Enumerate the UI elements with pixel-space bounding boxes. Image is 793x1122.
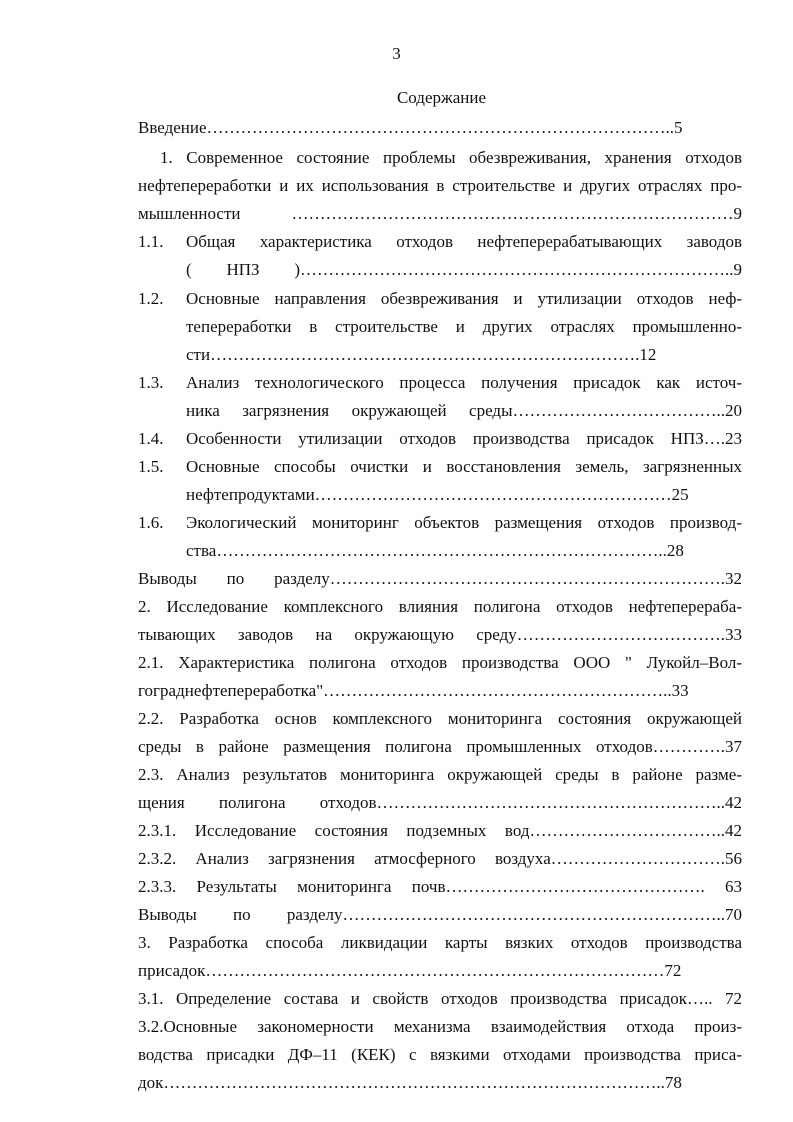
toc-entry-3-2-line-1: 3.2.Основные закономерности механизма взаимодействия отхода произ- [138, 1017, 742, 1036]
toc-entry-1-2-line-3: сти………………………………………………………………….12 [186, 345, 657, 364]
toc-entry-2-1-line-2: гограднефтепереработка"……………………………………………………..33 [138, 681, 689, 700]
toc-entry-1-5-line-1: Основные способы очистки и восстановления земель, загрязненных [186, 457, 742, 476]
toc-entry-2-2-line-1: 2.2. Разработка основ комплексного мониторинга состояния окружающей [138, 709, 742, 728]
toc-number-1-5: 1.5. [138, 457, 164, 476]
toc-entry-1-2-line-2: тепереработки в строительстве и других отраслях промышленно- [186, 317, 742, 336]
toc-entry-chapter-1-line-3: мышленности ……………………………………………………………………9 [138, 204, 742, 223]
toc-entry-2-3-1: 2.3.1. Исследование состояния подземных вод……………………………..42 [138, 821, 742, 840]
toc-entry-1-1-line-2: ( НПЗ )…………………………………………………………………..9 [186, 260, 742, 279]
toc-entry-chapter-2-line-1: 2. Исследование комплексного влияния полигона отходов нефтеперераба- [138, 597, 742, 616]
toc-entry-3-2-line-3: док……………………………………………………………………………..78 [138, 1073, 682, 1092]
toc-entry-conclusions-1: Выводы по разделу…………………………………………………………….32 [138, 569, 742, 588]
toc-entry-conclusions-2: Выводы по разделу…………………………………………………………..70 [138, 905, 742, 924]
toc-number-1-2: 1.2. [138, 289, 164, 308]
toc-entry-3-2-line-2: водства присадки ДФ–11 (КЕК) с вязкими отходами производства приса- [138, 1045, 742, 1064]
toc-entry-chapter-1-line-1: 1. Современное состояние проблемы обезвреживания, хранения отходов [160, 148, 742, 167]
toc-entry-1-5-line-2: нефтепродуктами………………………………………………………25 [186, 485, 689, 504]
toc-entry-3-1: 3.1. Определение состава и свойств отходов производства присадок….. 72 [138, 989, 742, 1008]
toc-entry-intro: Введение………………………………………………………………………..5 [138, 118, 683, 137]
toc-number-1-1: 1.1. [138, 232, 164, 251]
toc-entry-1-3-line-2: ника загрязнения окружающей среды………………………………..20 [186, 401, 742, 420]
toc-entry-1-2-line-1: Основные направления обезвреживания и утилизации отходов неф- [186, 289, 742, 308]
toc-entry-2-3-2: 2.3.2. Анализ загрязнения атмосферного воздуха………………………….56 [138, 849, 742, 868]
page-number: 3 [392, 44, 401, 63]
toc-entry-chapter-3-line-1: 3. Разработка способа ликвидации карты вязких отходов производства [138, 933, 742, 952]
toc-number-1-3: 1.3. [138, 373, 164, 392]
toc-entry-chapter-3-line-2: присадок………………………………………………………………………72 [138, 961, 682, 980]
toc-entry-chapter-1-line-2: нефтепереработки и их использования в строительстве и других отраслях про- [138, 176, 742, 195]
toc-entry-1-4: Особенности утилизации отходов производства присадок НПЗ….23 [186, 429, 742, 448]
toc-number-1-6: 1.6. [138, 513, 164, 532]
toc-title: Содержание [396, 88, 487, 107]
toc-number-1-4: 1.4. [138, 429, 164, 448]
toc-entry-1-6-line-2: ства……………………………………………………………………..28 [186, 541, 684, 560]
toc-entry-2-3-line-1: 2.3. Анализ результатов мониторинга окружающей среды в районе разме- [138, 765, 742, 784]
toc-entry-2-1-line-1: 2.1. Характеристика полигона отходов производства ООО " Лукойл–Вол- [138, 653, 742, 672]
toc-entry-chapter-2-line-2: тывающих заводов на окружающую среду……………………………….33 [138, 625, 742, 644]
toc-entry-2-3-3: 2.3.3. Результаты мониторинга почв………………………………………. 63 [138, 877, 742, 896]
toc-entry-2-3-line-2: щения полигона отходов……………………………………………………..42 [138, 793, 742, 812]
toc-entry-1-6-line-1: Экологический мониторинг объектов размещения отходов производ- [186, 513, 742, 532]
toc-entry-2-2-line-2: среды в районе размещения полигона промышленных отходов………….37 [138, 737, 742, 756]
toc-entry-1-3-line-1: Анализ технологического процесса получения присадок как источ- [186, 373, 742, 392]
toc-entry-1-1-line-1: Общая характеристика отходов нефтеперерабатывающих заводов [186, 232, 742, 251]
